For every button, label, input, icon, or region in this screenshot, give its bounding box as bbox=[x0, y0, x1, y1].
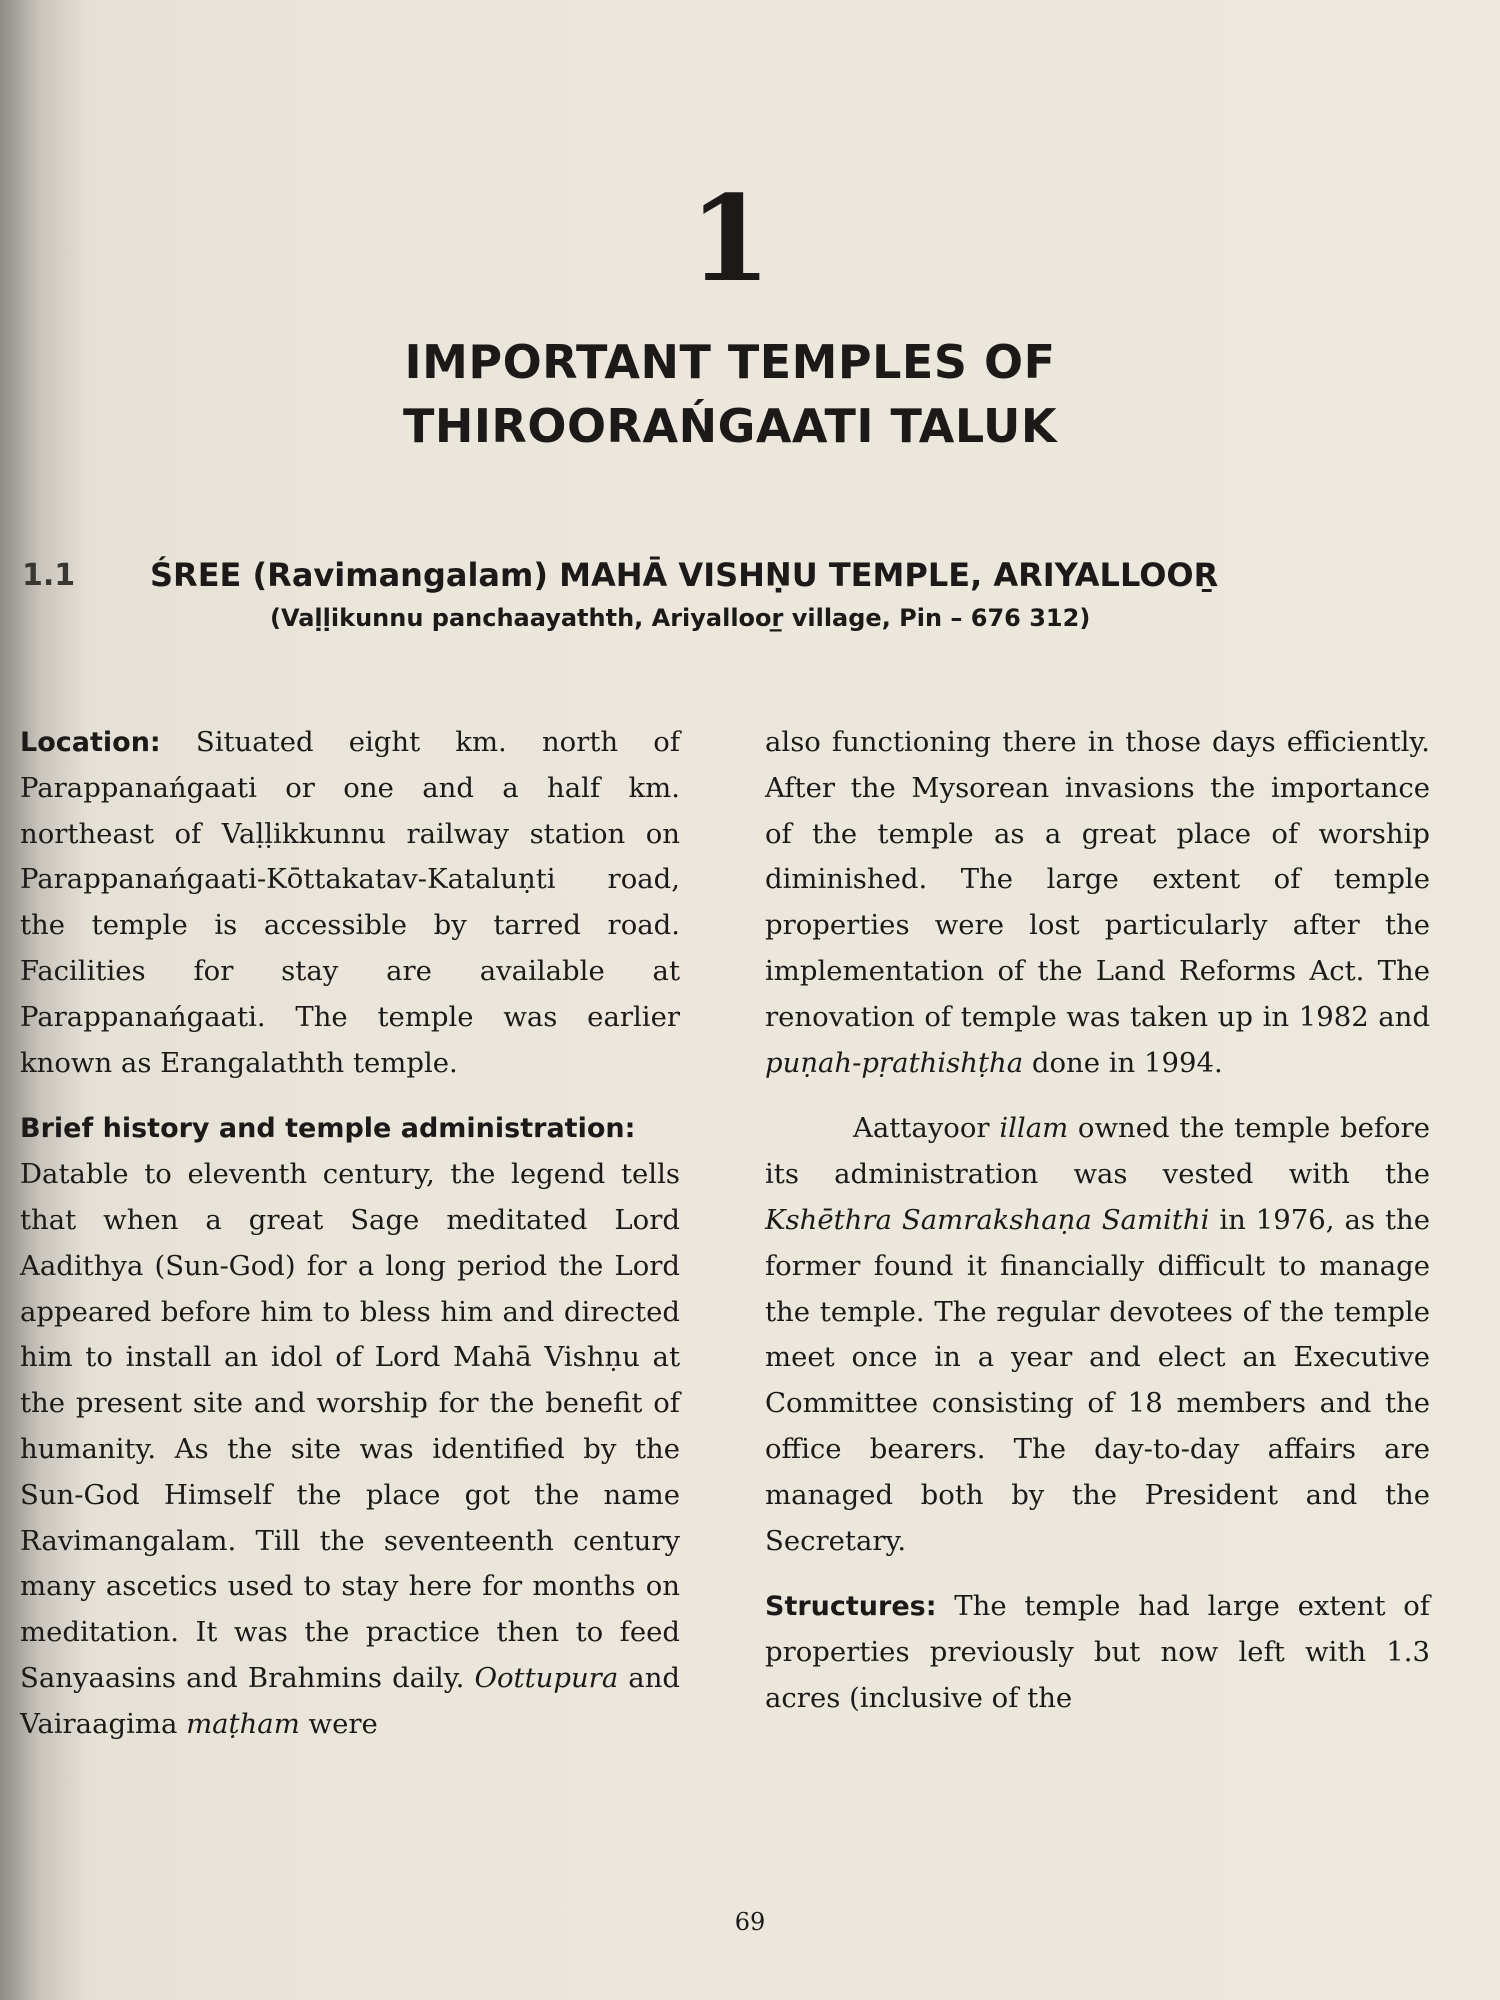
administration-text: Aattayoor bbox=[853, 1112, 1000, 1145]
location-text: Situated eight km. north of Parappanańgaati or one and a half km. northeast of Vaḷḷikkunnu railway station on Parappanańgaati-Kōttakatav-Kataluṇti road, the temple is accessible by tarred road. Facilities for stay are available at Parappanańgaati. The temple was earlier known as Erangalathth temple. bbox=[20, 726, 681, 1079]
history-text-join: and Vairaagima bbox=[20, 1661, 681, 1740]
page-number: 69 bbox=[734, 1908, 766, 1936]
chapter-number: 1 bbox=[688, 169, 772, 308]
term-punah-prathishtha: puṇah-pṛathishṭha bbox=[765, 1046, 1024, 1079]
history-text: Datable to eleventh century, the legend tells that when a great Sage meditated Lord Aadithya (Sun-God) for a long period the Lord appeared before him to bless him and directed him to install an idol of Lord Mahā Vishṇu at the present site and worship for the benefit of humanity. As the site was identified by the Sun-God Himself the place got the name Ravimangalam. Till the seventeenth century many ascetics used to stay here for months on meditation. It was the practice then to feed Sanyaasins and Brahmins daily. bbox=[20, 1158, 680, 1694]
left-column bbox=[20, 720, 680, 1748]
chapter-title-line-1: IMPORTANT TEMPLES OF bbox=[404, 335, 1056, 389]
administration-text-mid: owned the temple before its administration was vested with the bbox=[765, 1112, 1431, 1191]
term-samithi: Kshēthra Samrakshaṇa Samithi bbox=[765, 1203, 1210, 1236]
continuation-text: also functioning there in those days efficiently. After the Mysorean invasions the importance of the temple as a great place of worship diminished. The large extent of temple properties were lost particularly after the implementation of the Land Reforms Act. The renovation of temple was taken up in 1982 and bbox=[765, 726, 1430, 1033]
history-heading: Brief history and temple administration: bbox=[20, 1113, 636, 1145]
history-text-end: were bbox=[299, 1707, 378, 1740]
right-column bbox=[765, 720, 1430, 1722]
term-illam: illam bbox=[999, 1112, 1069, 1145]
administration-text-end: in 1976, as the former found it financially difficult to manage the temple. The regular devotees of the temple meet once in a year and elect an Executive Committee consisting of 18 members and the office bearers. The day-to-day affairs are managed both by the President and the Secretary. bbox=[765, 1203, 1430, 1557]
section-number: 1.1 bbox=[22, 558, 76, 593]
location-paragraph bbox=[20, 720, 680, 1086]
chapter-title-line-2: THIROORAŃGAATI TALUK bbox=[402, 399, 1058, 453]
section-title: ŚREE (Ravimangalam) MAHĀ VISHṆU TEMPLE, ARIYALLOOṞ bbox=[150, 556, 1219, 594]
structures-heading: Structures: bbox=[765, 1591, 937, 1623]
continuation-paragraph bbox=[765, 720, 1430, 1086]
structures-paragraph bbox=[765, 1584, 1430, 1721]
administration-paragraph bbox=[765, 1106, 1430, 1564]
section-subtitle: (Vaḷḷikunnu panchaayathth, Ariyalloor̲ village, Pin – 676 312) bbox=[270, 604, 1091, 632]
history-paragraph bbox=[20, 1106, 680, 1747]
history-term-oottupura: Oottupura bbox=[474, 1661, 619, 1694]
continuation-text-end: done in 1994. bbox=[1023, 1046, 1223, 1079]
chapter-title bbox=[240, 330, 1220, 458]
history-term-matham: maṭham bbox=[186, 1707, 300, 1740]
structures-text: The temple had large extent of properties previously but now left with 1.3 acres (inclusive of the bbox=[765, 1590, 1430, 1714]
location-heading: Location: bbox=[20, 727, 161, 758]
